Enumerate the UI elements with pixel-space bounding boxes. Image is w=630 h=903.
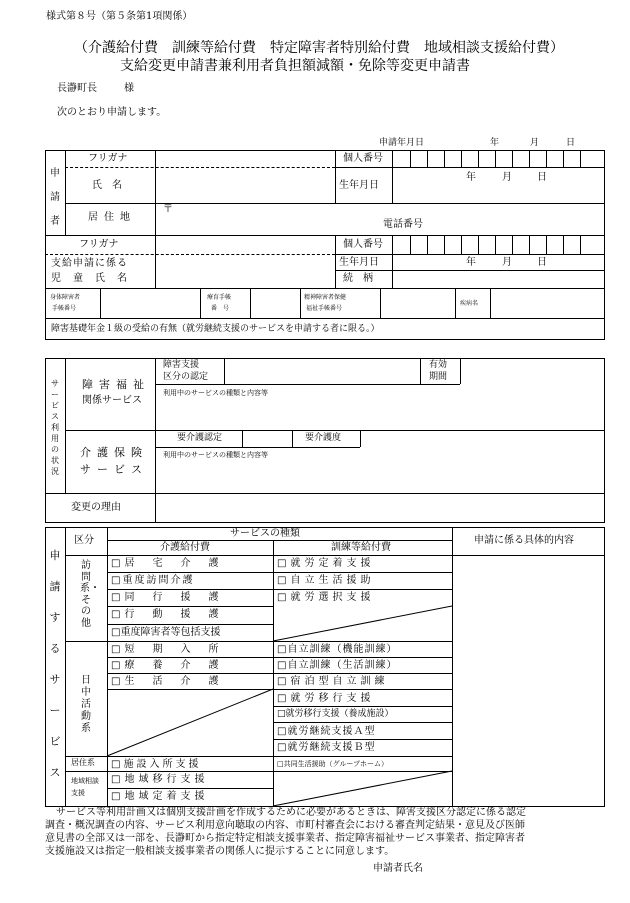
care-content-label: 利用中のサービスの種類と内容等 [163,451,268,459]
service-community-settlement[interactable]: □地域定着支援 [111,791,209,802]
service-behavior-support[interactable]: □行 動 援 護 [111,609,223,620]
care-insurance-label-2: サービス [80,463,148,476]
title-line-1: （介護給付費 訓練等給付費 特定障害者特別給付費 地域相談支援給付費） [74,40,564,56]
category-header: 区分 [74,535,94,546]
service-home-care[interactable]: □居 宅 介 護 [111,558,223,569]
physical-handbook-label-2: 手帳番号 [52,305,77,312]
category-day-activity: 日中活動系 [81,675,91,734]
physical-handbook-label-1: 身体障害者 [50,294,81,301]
training-benefit-header: 訓練等給付費 [331,542,391,553]
application-date-label: 申請年月日 [379,138,425,148]
service-group-home[interactable]: □共同生活援助（グループホーム） [277,760,389,768]
child-birth-year: 年 [466,257,476,268]
phone-label: 電話番号 [383,219,423,230]
consent-line-3: 意見書の全部又は一部を、長瀞町から指定特定相談支援事業者、指定障害福祉サービス事業者、指定障害者 [45,833,525,844]
applicant-birth-month: 月 [502,172,512,183]
welfare-label-1: 障害福祉 [82,378,150,391]
applicant-signature-label: 申請者氏名 [373,863,423,874]
service-independent-living[interactable]: □自立生活援助 [277,575,375,586]
service-function-training[interactable]: □自立訓練（機能訓練） [277,644,398,655]
applicant-name-label: 氏 名 [92,180,122,191]
disease-label: 疾病名 [460,300,479,307]
applicant-furigana-label: フリガナ [88,153,128,164]
child-birth-day: 日 [537,257,547,268]
child-personal-number-label: 個人番号 [343,239,383,250]
service-continuous-employment-a[interactable]: □就労継続支援Ａ型 [277,726,376,737]
applicant-birth-day: 日 [537,172,547,183]
service-continuous-employment-b[interactable]: □就労継続支援Ｂ型 [277,742,376,753]
service-life-training[interactable]: □自立訓練（生活訓練） [277,660,398,671]
service-comprehensive-support[interactable]: □重度障害者等包括支援 [111,627,221,638]
service-life-care[interactable]: □生 活 介 護 [111,676,223,687]
child-name-label-2: 児 童 氏 名 [51,273,128,284]
pension-note: 障害基礎年金１級の受給の有無（就労継続支援のサービスを申請する者に限る。） [51,324,380,334]
service-employment-transition[interactable]: □就労移行支援 [277,693,375,704]
category-community: 地域相談支援 [71,777,99,797]
care-insurance-label-1: 介護保険 [80,446,148,459]
change-reason-label: 変更の理由 [71,502,121,513]
consent-line-4: 支援施設又は指定一般相談支援事業者の関係人に提示することに同意します。 [45,846,395,857]
care-level-label: 要介護度 [305,433,342,443]
service-facility-admission[interactable]: □施設入所支援 [111,759,202,770]
valid-period-label-2: 期間 [429,372,448,382]
category-residence: 居住系 [71,758,95,767]
consent-line-2: 調査・概況調査の内容、サービス利用意向聴取の内容、市町村審査会における審査判定結果・意見及び医師 [45,820,525,831]
support-class-label-2: 区分の認定 [163,372,209,382]
title-line-2: 支給変更申請書兼利用者負担額減額・免除等変更申請書 [120,58,470,74]
applicant-section-label: 申請者 [50,168,60,227]
service-accompany-support[interactable]: □同 行 援 護 [111,592,223,603]
rehab-handbook-label-2: 番 号 [211,305,230,312]
care-cert-label: 要介護認定 [177,433,223,443]
service-severe-visit-care[interactable]: □重度訪問介護 [111,575,195,586]
child-name-label-1: 支給申請に係る [51,258,128,269]
usage-section-label: サービス利用の状況 [51,379,59,476]
postal-mark: 〒 [163,204,173,215]
applicant-birth-label: 生年月日 [339,180,379,191]
detail-header: 申請に係る具体的内容 [474,535,574,546]
consent-line-1: サービス等利用計画又は個別支援計画を作成するために必要があるときは、障害支援区分認定に係る認定 [56,807,526,818]
service-type-header: サービスの種類 [230,528,300,539]
support-class-label-1: 障害支援 [163,360,200,370]
child-birth-label: 生年月日 [339,257,379,268]
applicant-birth-year: 年 [466,172,476,183]
service-employment-selection[interactable]: □就労選択支援 [277,592,375,603]
mental-handbook-label-1: 精神障害者保健 [304,294,347,301]
service-employment-transition-school[interactable]: □就労移行支援（養成施設） [277,709,394,719]
category-visit: 訪問系・その他 [80,560,100,629]
addressee-honorific: 様 [124,83,134,94]
application-date-month: 月 [530,138,540,148]
service-short-stay[interactable]: □短 期 入 所 [111,644,223,655]
services-section-label: 申請するサービス [49,549,61,779]
intro-text: 次のとおり申請します。 [57,107,167,118]
form-number: 様式第８号（第５条第1項関係） [46,11,193,22]
valid-period-label-1: 有効 [429,360,448,370]
applicant-address-label: 居住地 [88,212,136,223]
child-birth-month: 月 [502,257,512,268]
child-relation-label: 続 柄 [343,273,373,284]
care-benefit-header: 介護給付費 [160,542,210,553]
service-community-transition[interactable]: □地域移行支援 [111,774,209,785]
rehab-handbook-label-1: 療育手帳 [207,294,232,301]
application-date-day: 日 [566,138,576,148]
application-date-year: 年 [490,138,500,148]
welfare-label-2: 関係サービス [82,395,142,406]
service-medical-care[interactable]: □療 養 介 護 [111,660,223,671]
addressee-name: 長瀞町長 [57,83,97,94]
welfare-content-label: 利用中のサービスの種類と内容等 [163,389,268,397]
service-residential-training[interactable]: □宿泊型自立訓練 [277,676,389,687]
applicant-personal-number-label: 個人番号 [343,153,383,164]
child-furigana-label: フリガナ [79,239,119,250]
mental-handbook-label-2: 福祉手帳番号 [306,305,343,312]
service-employment-retention[interactable]: □就労定着支援 [277,558,375,569]
